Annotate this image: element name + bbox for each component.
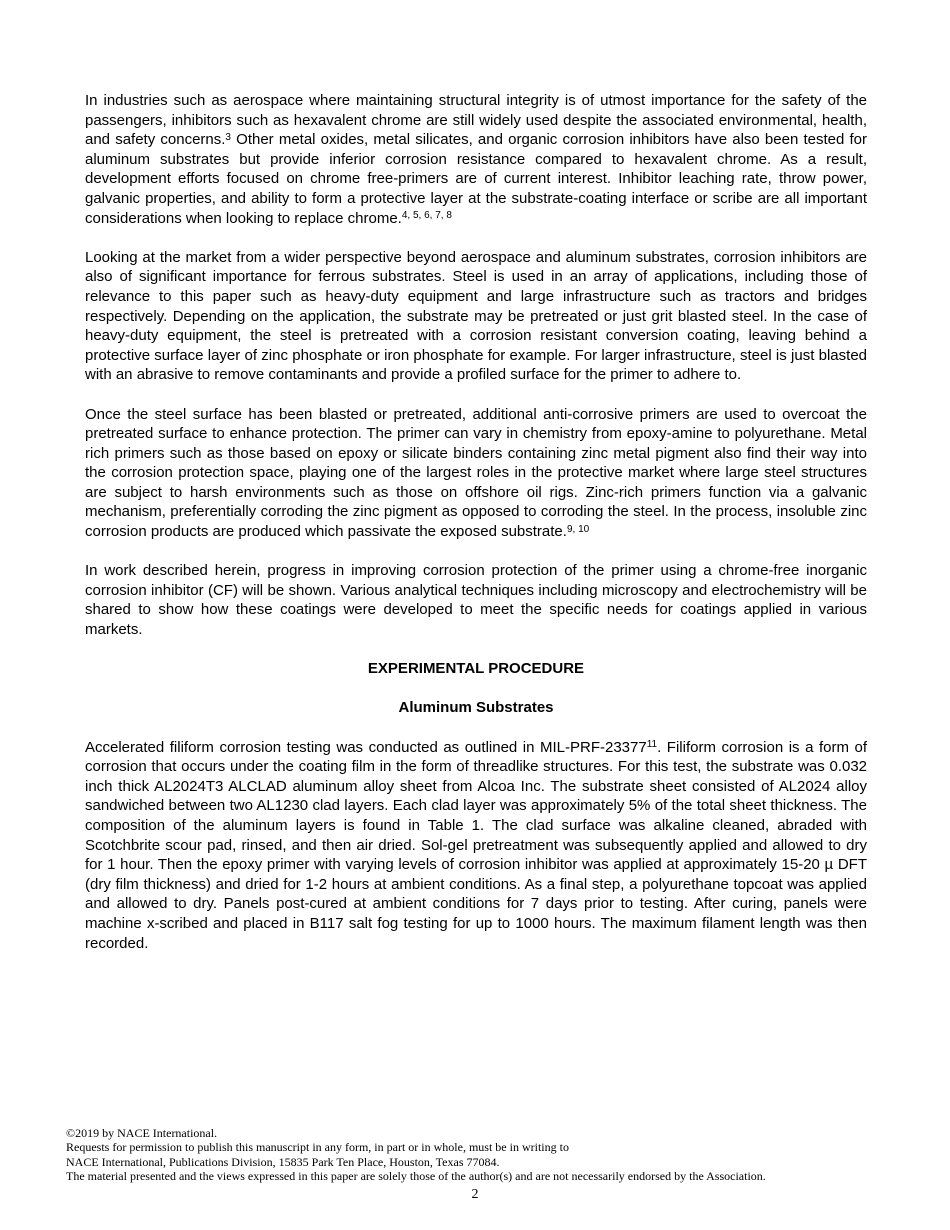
body-paragraph: In industries such as aerospace where maintaining structural integrity is of utmost importance for the safety of the passengers, inhibitors such as hexavalent chrome are still widely used despite the associated environmental, health, and safety concerns.$^3$ Other metal oxides, metal silicates, and organic corrosion inhibitors have also been tested for aluminum substrates but provide inferior corrosion resistance compared to hexavalent chrome. As a result, development efforts focused on chrome free-primers are of current interest. Inhibitor leaching rate, throw power, galvanic properties, and ability to form a protective layer at the substrate-coating interface or scribe are all important considerations when looking to replace chrome.$^{4, 5, 6, 7, 8}$	[85, 92, 867, 227]
citation-superscript: 11	[646, 739, 658, 751]
footer-line: ©2019 by NACE International.	[66, 1126, 218, 1140]
citation-superscript: 9, 10	[566, 523, 590, 535]
body-paragraph: Looking at the market from a wider perspective beyond aerospace and aluminum substrates, corrosion inhibitors are also of significant importance for ferrous substrates. Steel is used in an array of applications, including those of relevance to this paper such as heavy-duty equipment and large infrastructure such as tractors and bridges respectively. Depending on the application, the substrate may be pretreated or just grit blasted steel. In the case of heavy-duty equipment, the steel is pretreated with a corrosion resistant conversion coating, leaving behind a protective surface layer of zinc phosphate or iron phosphate for example. For larger infrastructure, steel is just blasted with an abrasive to remove contaminants and provide a profiled surface for the primer to adhere to.	[85, 248, 867, 384]
body-paragraph: Accelerated filiform corrosion testing was conducted as outlined in MIL-PRF-23377$^{11}$. Filiform corrosion is a form of corrosion that occurs under the coating film in the form of threadlike structures. For this test, the substrate was 0.032 inch thick AL2024T3 ALCLAD aluminum alloy sheet from Alcoa Inc. The substrate sheet consisted of AL2024 alloy sandwiched between two AL1230 clad layers. Each clad layer was approximately 5% of the total sheet thickness. The composition of the aluminum layers is found in Table 1. The clad surface was alkaline cleaned, abraded with Scotchbrite scour pad, rinsed, and then air dried. Sol-gel pretreatment was subsequently applied and allowed to dry for 1 hour. Then the epoxy primer with varying levels of corrosion inhibitor was applied at approximately 15-20 µ DFT (dry film thickness) and dried for 1-2 hours at ambient conditions. As a final step, a polyurethane topcoat was applied and allowed to dry. Panels post-cured at ambient conditions for 7 days prior to testing. After curing, panels were machine x-scribed and placed in B117 salt fog testing for up to 1000 hours. The maximum filament length was then recorded.	[85, 738, 867, 952]
footer-line: Requests for permission to publish this manuscript in any form, in part or in whole, must be in writing to	[66, 1140, 569, 1155]
citation-superscript: 4, 5, 6, 7, 8	[401, 210, 452, 222]
body-paragraph: Once the steel surface has been blasted or pretreated, additional anti-corrosive primers are used to overcoat the pretreated surface to enhance protection. The primer can vary in chemistry from epoxy-amine to polyurethane. Metal rich primers such as those based on epoxy or silicate binders containing zinc metal pigment also find their way into the corrosion protection space, playing one of the largest roles in the protective market where large steel structures are subject to harsh environments such as those on offshore oil rigs. Zinc-rich primers function via a galvanic mechanism, preferentially corroding the zinc pigment as opposed to corroding the steel. In the process, insoluble zinc corrosion products are produced which passivate the exposed substrate.$^{9, 10}$	[85, 405, 867, 541]
page-number: 2	[471, 1187, 479, 1202]
footer-line: The material presented and the views expressed in this paper are solely those of the author(s) and are not necessarily endorsed by the Association.	[66, 1169, 766, 1184]
citation-superscript: 3	[225, 131, 231, 143]
body-paragraph: In work described herein, progress in improving corrosion protection of the primer using a chrome-free inorganic corrosion inhibitor (CF) will be shown. Various analytical techniques including microscopy and electrochemistry will be shared to show how these coatings were developed to meet the specific needs for coatings applied in various markets.	[85, 562, 867, 639]
copyright-footer	[66, 1126, 886, 1184]
document-body	[85, 91, 867, 973]
section-heading: Aluminum Substrates	[398, 699, 554, 717]
footer-line: NACE International, Publications Division, 15835 Park Ten Place, Houston, Texas 77084.	[66, 1154, 500, 1169]
section-heading: EXPERIMENTAL PROCEDURE	[367, 660, 585, 678]
